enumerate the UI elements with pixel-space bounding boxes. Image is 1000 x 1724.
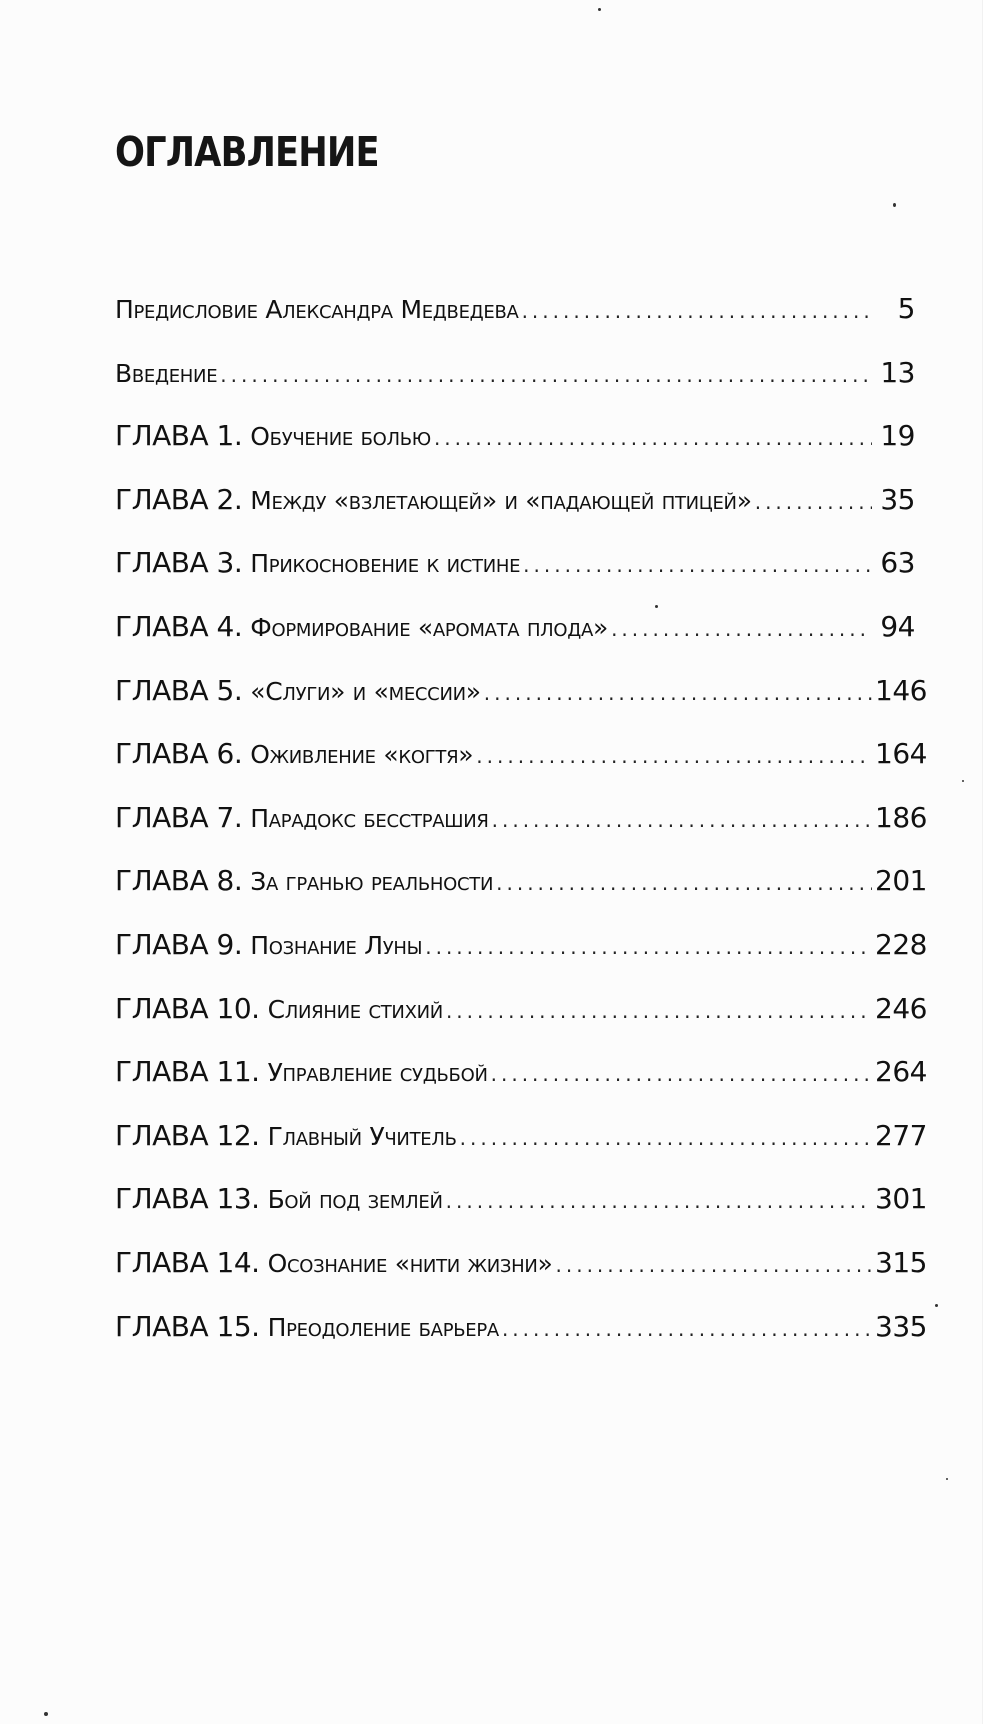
scan-speck <box>893 203 896 207</box>
toc-page-number: 246 <box>875 991 927 1025</box>
toc-chapter-label: ГЛАВА 2. <box>115 482 243 516</box>
dot-leader <box>755 490 872 514</box>
dot-leader <box>220 363 872 387</box>
dot-leader <box>491 1062 872 1086</box>
toc-entry-title: Между «взлетающей» и «падающей птицей» <box>250 485 752 515</box>
toc-entry-title: Бой под землей <box>267 1185 443 1215</box>
toc-entry-title: Прикосновение к истине <box>250 549 521 579</box>
toc-page-number: 146 <box>875 673 927 707</box>
toc-row <box>115 1182 927 1246</box>
dot-leader <box>496 871 872 895</box>
page-edge <box>982 0 1000 1724</box>
toc-entry-title: Слияние стихий <box>267 994 443 1024</box>
toc-entry-title: Познание Луны <box>250 930 423 960</box>
scan-speck <box>946 1478 948 1480</box>
scan-speck <box>44 1712 48 1716</box>
toc-entry-title: Осознание «нити жизни» <box>267 1248 553 1278</box>
toc-row <box>115 800 927 865</box>
dot-leader <box>434 426 872 450</box>
scan-speck <box>935 1304 938 1307</box>
toc-page-number: 264 <box>875 1055 927 1089</box>
toc-row <box>115 927 927 992</box>
toc-chapter-label: ГЛАВА 1. <box>115 419 243 453</box>
toc-page-number: 228 <box>875 927 927 961</box>
dot-leader <box>522 299 872 323</box>
toc-page-number: 301 <box>875 1182 927 1216</box>
dot-leader <box>492 808 872 832</box>
scan-speck <box>598 8 601 11</box>
toc-row <box>115 1245 927 1310</box>
toc-row <box>115 1118 927 1183</box>
toc-chapter-label: ГЛАВА 5. <box>115 673 243 707</box>
toc-row <box>115 610 915 674</box>
toc-entry-title: Главный Учитель <box>267 1121 457 1151</box>
toc-row <box>115 1055 927 1119</box>
toc-page-number: 5 <box>897 292 915 325</box>
toc-row <box>115 737 927 801</box>
toc-chapter-label: ГЛАВА 11. <box>115 1055 260 1089</box>
toc-page-number: 186 <box>875 800 927 834</box>
dot-leader <box>502 1317 872 1341</box>
dot-leader <box>484 681 872 705</box>
toc-page-number: 94 <box>880 609 915 643</box>
toc-row <box>115 673 927 738</box>
toc-chapter-label: ГЛАВА 12. <box>115 1118 260 1152</box>
toc-chapter-label: ГЛАВА 15. <box>115 1309 260 1343</box>
toc-page-number: 35 <box>880 482 915 516</box>
toc-entry-title: Управление судьбой <box>267 1058 488 1088</box>
scan-speck <box>962 780 964 782</box>
toc-entry-title: Формирование «аромата плода» <box>250 612 609 642</box>
toc-chapter-label: ГЛАВА 14. <box>115 1245 260 1279</box>
dot-leader <box>476 744 872 768</box>
toc-entry-title: Предисловие Александра Медведева <box>115 295 519 324</box>
toc-entry-title: Преодоление барьера <box>267 1312 499 1342</box>
toc-chapter-label: ГЛАВА 10. <box>115 991 260 1025</box>
toc-entry-title: Парадокс бесстрашия <box>250 803 489 833</box>
dot-leader <box>460 1126 872 1150</box>
toc-row <box>115 356 915 420</box>
toc-entry-title: «Слуги» и «мессии» <box>250 676 481 706</box>
toc-chapter-label: ГЛАВА 6. <box>115 737 243 771</box>
toc-row <box>115 991 927 1056</box>
toc-chapter-label: ГЛАВА 8. <box>115 864 243 898</box>
scan-speck <box>655 605 658 608</box>
toc-entry-title: За гранью реальности <box>250 867 494 897</box>
toc-row <box>115 419 915 483</box>
toc-row <box>115 864 927 928</box>
toc-chapter-label: ГЛАВА 9. <box>115 927 243 961</box>
toc-page-number: 315 <box>875 1245 927 1279</box>
dot-leader <box>446 1189 872 1213</box>
toc-row <box>115 483 915 547</box>
dot-leader <box>611 617 872 641</box>
toc-page-number: 164 <box>875 737 927 771</box>
toc-chapter-label: ГЛАВА 7. <box>115 800 243 834</box>
toc-page-number: 335 <box>875 1309 927 1343</box>
toc-chapter-label: ГЛАВА 13. <box>115 1182 260 1216</box>
toc-chapter-label: ГЛАВА 4. <box>115 609 243 643</box>
toc-entry-title: Оживление «когтя» <box>250 740 474 770</box>
toc-entry-title: Обучение болью <box>250 422 431 452</box>
toc-row <box>115 546 915 610</box>
toc-page-number: 13 <box>880 355 915 389</box>
dot-leader <box>523 553 872 577</box>
dot-leader <box>556 1253 873 1277</box>
dot-leader <box>446 999 872 1023</box>
toc-row <box>115 292 915 356</box>
table-of-contents <box>115 292 927 1373</box>
dot-leader <box>425 935 872 959</box>
page-title: ОГЛАВЛЕНИЕ <box>115 128 379 176</box>
toc-page-number: 277 <box>875 1118 927 1152</box>
toc-entry-title: Введение <box>115 358 218 388</box>
toc-row <box>115 1309 927 1374</box>
toc-page-number: 201 <box>875 864 927 898</box>
toc-page-number: 19 <box>880 419 915 453</box>
toc-chapter-label: ГЛАВА 3. <box>115 546 243 580</box>
toc-page-number: 63 <box>880 546 915 580</box>
